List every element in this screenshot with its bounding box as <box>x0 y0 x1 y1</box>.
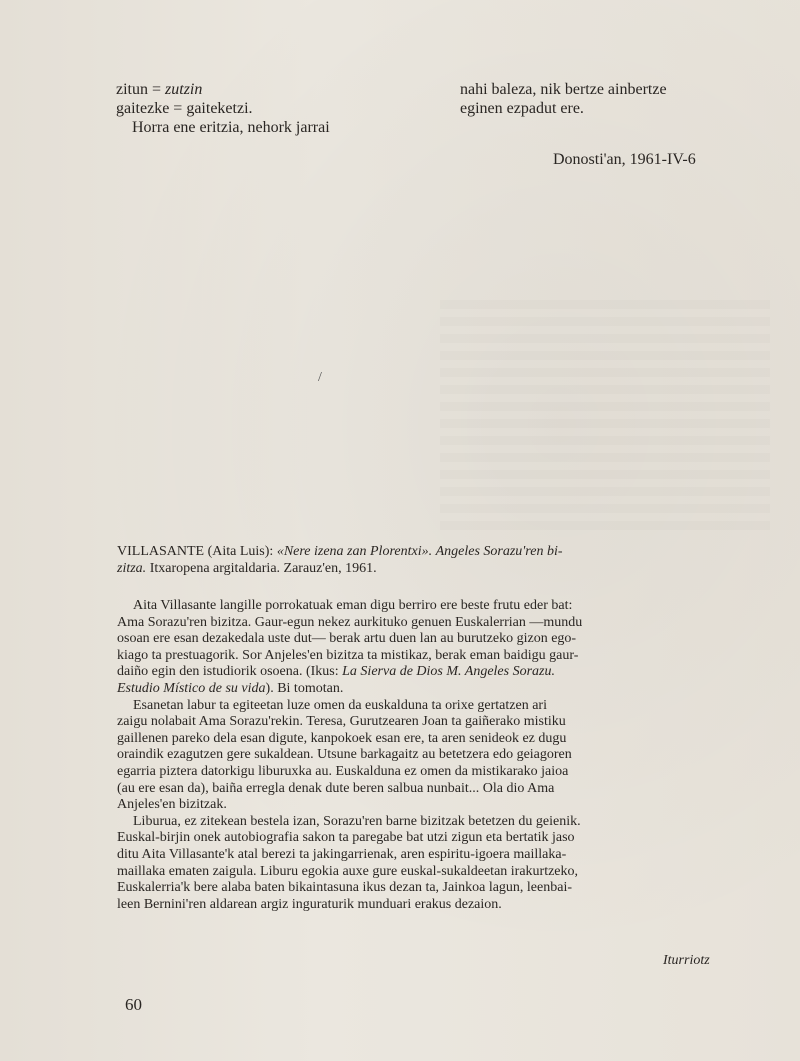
paragraph-line: Euskalerria'k bere alaba baten bikaintasuna ikus dezan ta, Jainkoa lagun, leenbai- <box>117 880 572 896</box>
paragraph-line: leen Bernini'ren aldarean argiz inguraturik munduari erakus dezaion. <box>117 896 502 912</box>
text-line: Horra ene eritzia, nehork jarrai <box>132 119 330 136</box>
signoff-date: Donosti'an, 1961-IV-6 <box>553 151 696 168</box>
paragraph-line: egarria piztera datorkigu liburuxka au. Euskalduna ez omen da mistikarako jaioa <box>117 763 569 779</box>
show-through-texture <box>440 300 770 530</box>
text-line: nahi baleza, nik bertze ainbertze <box>460 81 667 98</box>
reference-title: «Nere izena zan Plorentxi». <box>276 544 433 559</box>
reference-title-end: zitza. <box>117 561 147 576</box>
paragraph-line: (au ere esan da), baiña erregla denak dute beren salbua nunbait... Ola dio Ama <box>117 780 555 796</box>
paragraph-line: zaigu nolabait Ama Sorazu'rekin. Teresa, Gurutzearen Joan ta gaiñerako mistiku <box>117 714 566 730</box>
review-body <box>117 598 772 913</box>
paragraph-line: osoan ere esan dezakedala uste dut— berak artu duen lan au burutzeko gizon ego- <box>117 631 577 647</box>
italic-title: La Sierva de Dios M. Angeles Sorazu. <box>342 664 555 680</box>
word: gaiteketzi. <box>186 100 253 117</box>
paragraph-line: maillaka ematen zaigula. Liburu egokia auxe gure euskal-sukaldeetan irakurtzeko, <box>117 863 579 879</box>
paragraph-line: Aita Villasante langille porrokatuak eman digu berriro ere beste frutu eder bat: <box>133 598 573 613</box>
italic-title: Estudio Místico de su vida <box>117 680 266 696</box>
equals-sign: = <box>148 81 166 98</box>
text-line <box>116 99 396 118</box>
paragraph-line: Euskal-birjin onek autobiografia sakon ta paregabe bat utzi zigun eta bertatik jaso <box>117 830 575 846</box>
paragraph-line: Liburua, ez zitekean bestela izan, Sorazu'ren barne bizitzak betetzen du geienik. <box>133 813 581 829</box>
top-right-column <box>460 80 780 118</box>
stray-mark: / <box>318 370 322 385</box>
page-number: 60 <box>125 995 142 1014</box>
paragraph-line: gaillenen pareko dela esan digute, kanpokoek esan ere, ta aren senideok ez dugu <box>117 730 567 746</box>
italic-word: zutzin <box>165 81 203 98</box>
paragraph-line: Anjeles'en bizitzak. <box>117 797 227 813</box>
reference-author: VILLASANTE (Aita Luis): <box>117 544 274 559</box>
paragraph-line: Ama Sorazu'ren bizitza. Gaur-egun nekez aurkituko genuen Euskalerrian —mundu <box>117 614 583 630</box>
reference-publisher: Itxaropena argitaldaria. Zarauz'en, 1961. <box>149 561 377 576</box>
paragraph-line: ditu Aita Villasante'k atal berezi ta jakingarrienak, aren espiritu-igoera maillaka- <box>117 846 567 862</box>
reference-title-cont: Angeles Sorazu'ren bi- <box>435 544 563 559</box>
text-segment: ). Bi tomotan. <box>265 680 344 696</box>
word: zitun <box>116 81 148 98</box>
top-left-column <box>116 80 396 137</box>
word: gaitezke <box>116 100 170 117</box>
paragraph-line: Esanetan labur ta egiteetan luze omen da euskalduna ta orixe gertatzen ari <box>133 697 547 713</box>
text-segment: daiño egin den istudiorik osoena. (Ikus: <box>117 664 343 680</box>
review-author: Iturriotz <box>663 953 710 968</box>
paragraph-line: kiago ta prestuagorik. Sor Anjeles'en bizitza ta mistikaz, berak eman baidigu gaur- <box>117 647 579 663</box>
paragraph-line <box>117 681 772 698</box>
book-reference <box>117 543 772 577</box>
reference-line <box>117 543 772 560</box>
text-line <box>116 80 396 99</box>
reference-line <box>117 560 772 577</box>
equals-sign: = <box>169 100 187 117</box>
paragraph-line: oraindik ezagutzen gere sukaldean. Utsune barkagaitz au betetzera edo geiagoren <box>117 747 572 763</box>
text-line: eginen ezpadut ere. <box>460 100 584 117</box>
paragraph-line <box>117 664 772 681</box>
